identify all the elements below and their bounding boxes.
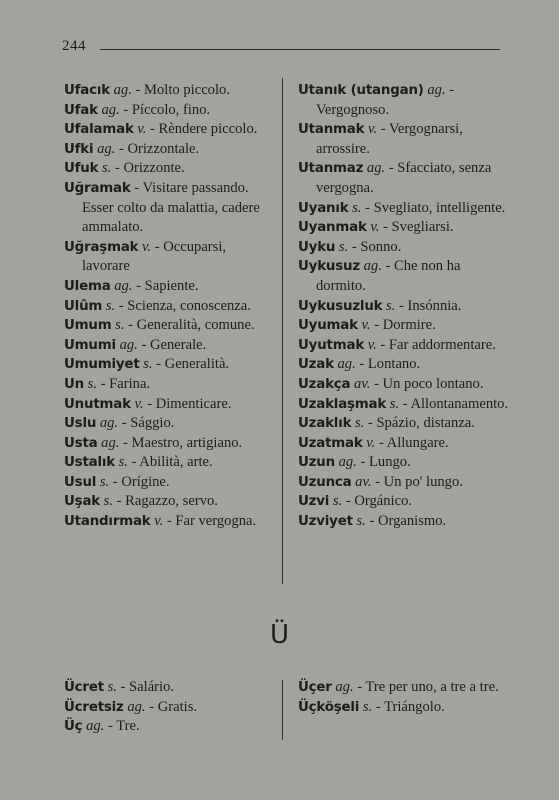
entry-headword: Utanmaz <box>298 161 364 177</box>
entry-definition: - Generalità. <box>152 356 230 373</box>
entry-headword: Uşak <box>64 494 100 510</box>
entry-headword: Ufki <box>64 141 94 157</box>
entry-part-of-speech: ag. <box>338 454 357 471</box>
dictionary-entry <box>64 717 268 737</box>
entry-headword: Üçer <box>298 680 332 695</box>
dictionary-entry <box>64 336 268 356</box>
entry-headword: Ücretsiz <box>64 699 124 715</box>
entry-definition: - Un poco lontano. <box>370 375 484 392</box>
dictionary-entry <box>64 395 268 415</box>
left-column-2 <box>64 678 268 737</box>
dictionary-entry <box>298 678 510 698</box>
entry-part-of-speech: v. <box>361 317 371 334</box>
dictionary-entry <box>298 512 510 532</box>
entry-definition: - Tre. <box>104 718 140 735</box>
entry-definition: - Farina. <box>97 375 151 392</box>
entry-part-of-speech: s. <box>386 297 396 314</box>
entry-definition: - Salário. <box>116 679 175 695</box>
entry-headword: Utandırmak <box>64 514 151 530</box>
entry-part-of-speech: s. <box>87 375 97 392</box>
entry-headword: Uyumak <box>298 318 358 334</box>
entry-definition: - Vergognarsi, arrossire. <box>316 121 463 157</box>
entry-part-of-speech: s. <box>362 698 373 715</box>
entry-definition: - Generale. <box>137 336 207 353</box>
entry-headword: Ulema <box>64 278 111 294</box>
dictionary-entry <box>64 453 268 473</box>
entry-definition: - Allontanamento. <box>399 395 509 412</box>
entry-part-of-speech: v. <box>137 121 147 138</box>
entry-definition: - Svegliarsi. <box>379 219 454 236</box>
dictionary-entry <box>64 120 268 140</box>
entry-part-of-speech: ag. <box>99 415 119 432</box>
entry-headword: Umumiyet <box>64 357 140 373</box>
entry-headword: Üç <box>64 719 83 735</box>
dictionary-entry <box>64 473 268 493</box>
dictionary-entry <box>64 492 268 512</box>
entry-definition: - Sfacciato, senza vergogna. <box>316 160 492 196</box>
entry-definition: - Lungo. <box>356 454 411 471</box>
entry-part-of-speech: v. <box>368 121 378 138</box>
entry-headword: Uzakça <box>298 376 351 392</box>
entry-part-of-speech: ag. <box>337 356 356 373</box>
dictionary-entry <box>64 512 268 532</box>
entry-headword: Uzaklaşmak <box>298 396 387 412</box>
entry-headword: Uzak <box>298 357 334 373</box>
dictionary-entry <box>64 140 268 160</box>
dictionary-entry <box>298 159 510 198</box>
entry-headword: Umumi <box>64 337 116 353</box>
entry-definition: - Sapiente. <box>132 277 199 294</box>
entry-definition: - Che non ha dormito. <box>316 258 461 294</box>
entry-part-of-speech: ag. <box>113 82 132 98</box>
entry-part-of-speech: s. <box>356 513 366 530</box>
dictionary-entry <box>298 355 510 375</box>
dictionary-entry <box>64 277 268 297</box>
entry-headword: Uzatmak <box>298 435 363 451</box>
entry-headword: Uzviyet <box>298 514 353 530</box>
entry-definition: - Orizzonte. <box>111 160 185 177</box>
entry-headword: Unutmak <box>64 396 131 412</box>
entry-part-of-speech: ag. <box>114 277 133 294</box>
entry-part-of-speech: s. <box>105 297 116 314</box>
dictionary-entry <box>64 101 268 121</box>
entry-definition: - Un po' lungo. <box>371 473 463 490</box>
entry-part-of-speech: ag. <box>427 82 446 98</box>
right-column <box>298 81 510 532</box>
entry-definition: - Orgánico. <box>342 493 413 510</box>
dictionary-entry <box>64 316 268 336</box>
entry-definition: - Abilità, arte. <box>127 454 213 471</box>
left-column <box>64 81 268 532</box>
dictionary-entry <box>298 120 510 159</box>
entry-part-of-speech: s. <box>107 679 117 695</box>
entry-part-of-speech: s. <box>103 493 113 510</box>
entry-definition: - Sággio. <box>118 415 175 432</box>
entry-headword: Uğraşmak <box>64 239 139 255</box>
entry-part-of-speech: av. <box>355 473 372 490</box>
entry-definition: - Triángolo. <box>372 698 445 715</box>
entry-headword: Ufalamak <box>64 122 134 138</box>
entry-definition: - Far vergogna. <box>163 513 257 530</box>
dictionary-entry <box>298 81 510 120</box>
dictionary-entry <box>64 434 268 454</box>
entry-part-of-speech: s. <box>99 473 110 490</box>
section-letter: Ü <box>270 620 290 650</box>
dictionary-entry <box>64 81 268 101</box>
entry-part-of-speech: av. <box>354 375 371 392</box>
dictionary-entry <box>298 414 510 434</box>
entry-part-of-speech: s. <box>143 356 153 373</box>
entry-headword: Utanmak <box>298 122 365 138</box>
entry-headword: Ufuk <box>64 161 99 177</box>
entry-definition: - Far addormentare. <box>376 336 496 353</box>
entry-headword: Uyutmak <box>298 337 365 353</box>
entry-definition: - Dimenticare. <box>143 395 232 412</box>
entry-definition: - Allungare. <box>375 434 449 451</box>
entry-definition: - Maestro, artigiano. <box>119 434 243 451</box>
entry-definition: - Gratis. <box>145 698 198 715</box>
dictionary-entry <box>298 434 510 454</box>
entry-definition: - Visitare passando. Esser colto da malattia, cadere ammalato. <box>82 179 260 236</box>
entry-definition: - Svegliato, intelligente. <box>361 199 506 216</box>
dictionary-entry <box>298 698 510 718</box>
dictionary-entry <box>298 199 510 219</box>
entry-headword: Uzaklık <box>298 416 352 432</box>
entry-part-of-speech: s. <box>102 160 112 177</box>
entry-headword: Üçköşeli <box>298 699 360 715</box>
entry-definition: - Orígine. <box>109 473 170 490</box>
dictionary-entry <box>298 375 510 395</box>
entry-definition: - Dormire. <box>370 317 436 334</box>
entry-part-of-speech: ag. <box>101 434 120 451</box>
page-number: 244 <box>62 38 86 54</box>
dictionary-entry <box>64 238 268 277</box>
dictionary-entry <box>64 159 268 179</box>
entry-part-of-speech: ag. <box>119 336 138 353</box>
entry-definition: - Lontano. <box>355 356 421 373</box>
entry-headword: Umum <box>64 318 112 334</box>
dictionary-entry <box>298 297 510 317</box>
entry-headword: Ufak <box>64 102 98 118</box>
dictionary-entry <box>298 473 510 493</box>
entry-headword: Ulûm <box>64 298 103 314</box>
entry-headword: Ustalık <box>64 455 115 471</box>
entry-part-of-speech: s. <box>389 395 400 412</box>
entry-headword: Uslu <box>64 416 97 432</box>
entry-part-of-speech: ag. <box>101 101 120 118</box>
entry-part-of-speech: ag. <box>335 679 354 695</box>
dictionary-entry <box>64 375 268 395</box>
entry-headword: Uyku <box>298 239 336 255</box>
entry-definition: - Generalità, comune. <box>124 317 255 334</box>
entry-part-of-speech: ag. <box>127 698 146 715</box>
dictionary-entry <box>298 316 510 336</box>
entry-definition: - Orizzontale. <box>115 140 200 157</box>
entry-headword: Uyanmak <box>298 220 367 236</box>
entry-definition: - Vergognoso. <box>316 82 455 118</box>
entry-definition: - Organismo. <box>365 513 447 530</box>
entry-part-of-speech: ag. <box>366 160 386 177</box>
column-divider-2 <box>282 680 283 740</box>
entry-headword: Usul <box>64 474 97 490</box>
right-column-2 <box>298 678 510 717</box>
dictionary-entry <box>64 414 268 434</box>
dictionary-entry <box>64 179 268 238</box>
dictionary-entry <box>298 453 510 473</box>
entry-part-of-speech: ag. <box>86 718 105 735</box>
entry-headword: Usta <box>64 435 98 451</box>
dictionary-entry <box>64 678 268 698</box>
entry-headword: Utanık (utangan) <box>298 83 424 98</box>
entry-part-of-speech: s. <box>118 454 128 471</box>
entry-definition: - Scienza, conoscenza. <box>115 297 251 314</box>
entry-part-of-speech: v. <box>142 238 152 255</box>
dictionary-entry <box>64 698 268 718</box>
entry-part-of-speech: v. <box>134 395 144 412</box>
entry-definition: - Sonno. <box>348 238 402 255</box>
entry-definition: - Molto piccolo. <box>131 82 230 98</box>
entry-part-of-speech: ag. <box>97 140 116 157</box>
dictionary-entry <box>298 257 510 296</box>
dictionary-entry <box>298 492 510 512</box>
entry-part-of-speech: s. <box>352 199 362 216</box>
entry-definition: - Ragazzo, servo. <box>112 493 218 510</box>
dictionary-entry <box>64 355 268 375</box>
entry-headword: Uykusuz <box>298 259 360 275</box>
entry-part-of-speech: v. <box>370 219 380 236</box>
entry-headword: Uykusuzluk <box>298 298 383 314</box>
header-rule <box>100 49 500 50</box>
entry-part-of-speech: s. <box>115 317 125 334</box>
dictionary-entry <box>298 218 510 238</box>
entry-part-of-speech: v. <box>154 513 164 530</box>
entry-headword: Uzunca <box>298 474 352 490</box>
entry-headword: Uzun <box>298 455 335 471</box>
entry-part-of-speech: s. <box>338 238 349 255</box>
entry-headword: Un <box>64 376 85 392</box>
entry-headword: Ücret <box>64 680 104 695</box>
entry-headword: Ufacık <box>64 83 110 98</box>
entry-part-of-speech: v. <box>366 434 376 451</box>
entry-part-of-speech: s. <box>354 415 365 432</box>
dictionary-entry <box>64 297 268 317</box>
entry-definition: - Tre per uno, a tre a tre. <box>353 679 499 695</box>
entry-headword: Uzvi <box>298 494 330 510</box>
entry-definition: - Spázio, distanza. <box>364 415 475 432</box>
dictionary-entry <box>298 238 510 258</box>
entry-part-of-speech: s. <box>332 493 343 510</box>
entry-part-of-speech: ag. <box>363 258 382 275</box>
dictionary-entry <box>298 395 510 415</box>
entry-definition: - Occuparsi, lavorare <box>82 238 227 275</box>
dictionary-entry <box>298 336 510 356</box>
entry-part-of-speech: v. <box>367 336 377 353</box>
entry-definition: - Insónnia. <box>395 297 462 314</box>
entry-headword: Uğramak <box>64 180 131 196</box>
entry-headword: Uyanık <box>298 200 349 216</box>
column-divider <box>282 78 283 584</box>
entry-definition: - Píccolo, fino. <box>119 101 211 118</box>
entry-definition: - Rèndere piccolo. <box>146 121 258 138</box>
